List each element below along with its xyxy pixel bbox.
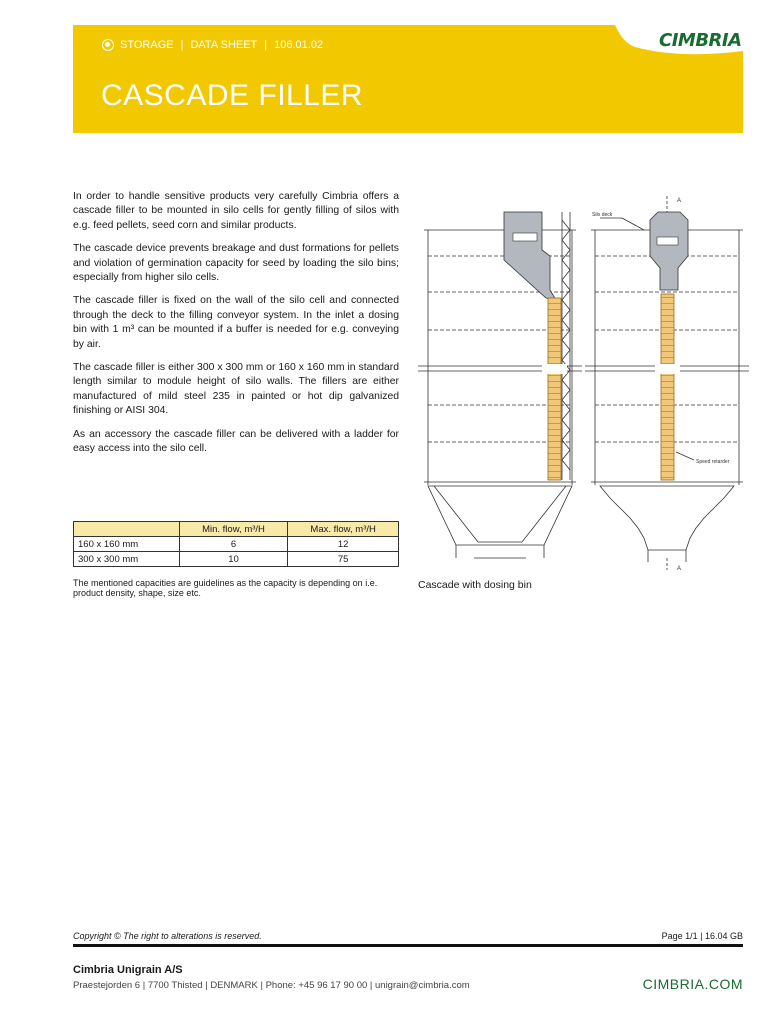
cimbria-logo: CIMBRIA xyxy=(659,30,742,51)
footer-rule xyxy=(73,944,743,947)
drawing-caption: Cascade with dosing bin xyxy=(418,579,532,591)
section-label-top: A xyxy=(677,198,682,204)
copyright-notice: Copyright © The right to alterations is reserved. xyxy=(73,931,262,941)
page-info: Page 1/1 | 16.04 GB xyxy=(661,931,743,941)
section-label-bottom: A xyxy=(677,566,682,572)
breadcrumb-doc-type: DATA SHEET xyxy=(190,39,258,51)
storage-icon xyxy=(102,39,114,51)
company-name: Cimbria Unigrain A/S xyxy=(73,964,183,976)
website-link[interactable]: CIMBRIA.COM xyxy=(642,976,743,992)
paragraph: The cascade filler is either 300 x 300 mm or 160 x 160 mm in standard length similar to module height of silo walls. The fillers are either manufactured of mild steel 235 in painted or hot dip galvanized finishing or AISI 304. xyxy=(73,362,399,417)
table-cell: 12 xyxy=(288,537,399,552)
table-header-cell xyxy=(74,522,180,537)
table-cell: 300 x 300 mm xyxy=(74,552,180,567)
paragraph: The cascade filler is fixed on the wall of the silo cell and connected through the deck to the filling conveyor system. In the inlet a dosing bin with 1 m³ can be mounted if a buffer is needed for e.g. conveying by air. xyxy=(73,295,399,350)
table-header-cell: Max. flow, m³/H xyxy=(288,522,399,537)
breadcrumb-doc-number: 106.01.02 xyxy=(274,39,324,51)
table-header-cell: Min. flow, m³/H xyxy=(179,522,288,537)
breadcrumb-separator: | xyxy=(264,39,268,51)
table-row xyxy=(74,537,399,552)
table-cell: 160 x 160 mm xyxy=(74,537,180,552)
company-address: Praestejorden 6 | 7700 Thisted | DENMARK | Phone: +45 96 17 90 00 | unigrain@cimbria.com xyxy=(73,980,470,991)
table-cell: 10 xyxy=(179,552,288,567)
breadcrumb-separator: | xyxy=(180,39,184,51)
capacity-note: The mentioned capacities are guidelines as the capacity is depending on i.e. product density, shape, size etc. xyxy=(73,578,378,598)
paragraph: The cascade device prevents breakage and dust formations for pellets and violation of germination capacity for seed by loading the silo bins; especially from higher silo cells. xyxy=(73,243,399,284)
silo-deck-label: Silo deck xyxy=(592,212,613,218)
table-row xyxy=(74,552,399,567)
breadcrumb-category: STORAGE xyxy=(120,39,174,51)
speed-retarder-label: Speed retarder xyxy=(696,459,730,465)
table-header-row xyxy=(74,522,399,537)
page-title: CASCADE FILLER xyxy=(101,79,364,112)
capacity-table xyxy=(73,521,399,567)
cascade-drawing xyxy=(414,190,749,575)
paragraph: As an accessory the cascade filler can be delivered with a ladder for easy access into the silo cell. xyxy=(73,428,399,455)
table-cell: 6 xyxy=(179,537,288,552)
breadcrumb xyxy=(102,39,323,51)
body-text xyxy=(73,190,399,466)
table-cell: 75 xyxy=(288,552,399,567)
paragraph: In order to handle sensitive products very carefully Cimbria offers a cascade filler to be mounted in silo cells for gently filling of silos with e.g. feed pellets, seed corn and similar products. xyxy=(73,191,399,231)
